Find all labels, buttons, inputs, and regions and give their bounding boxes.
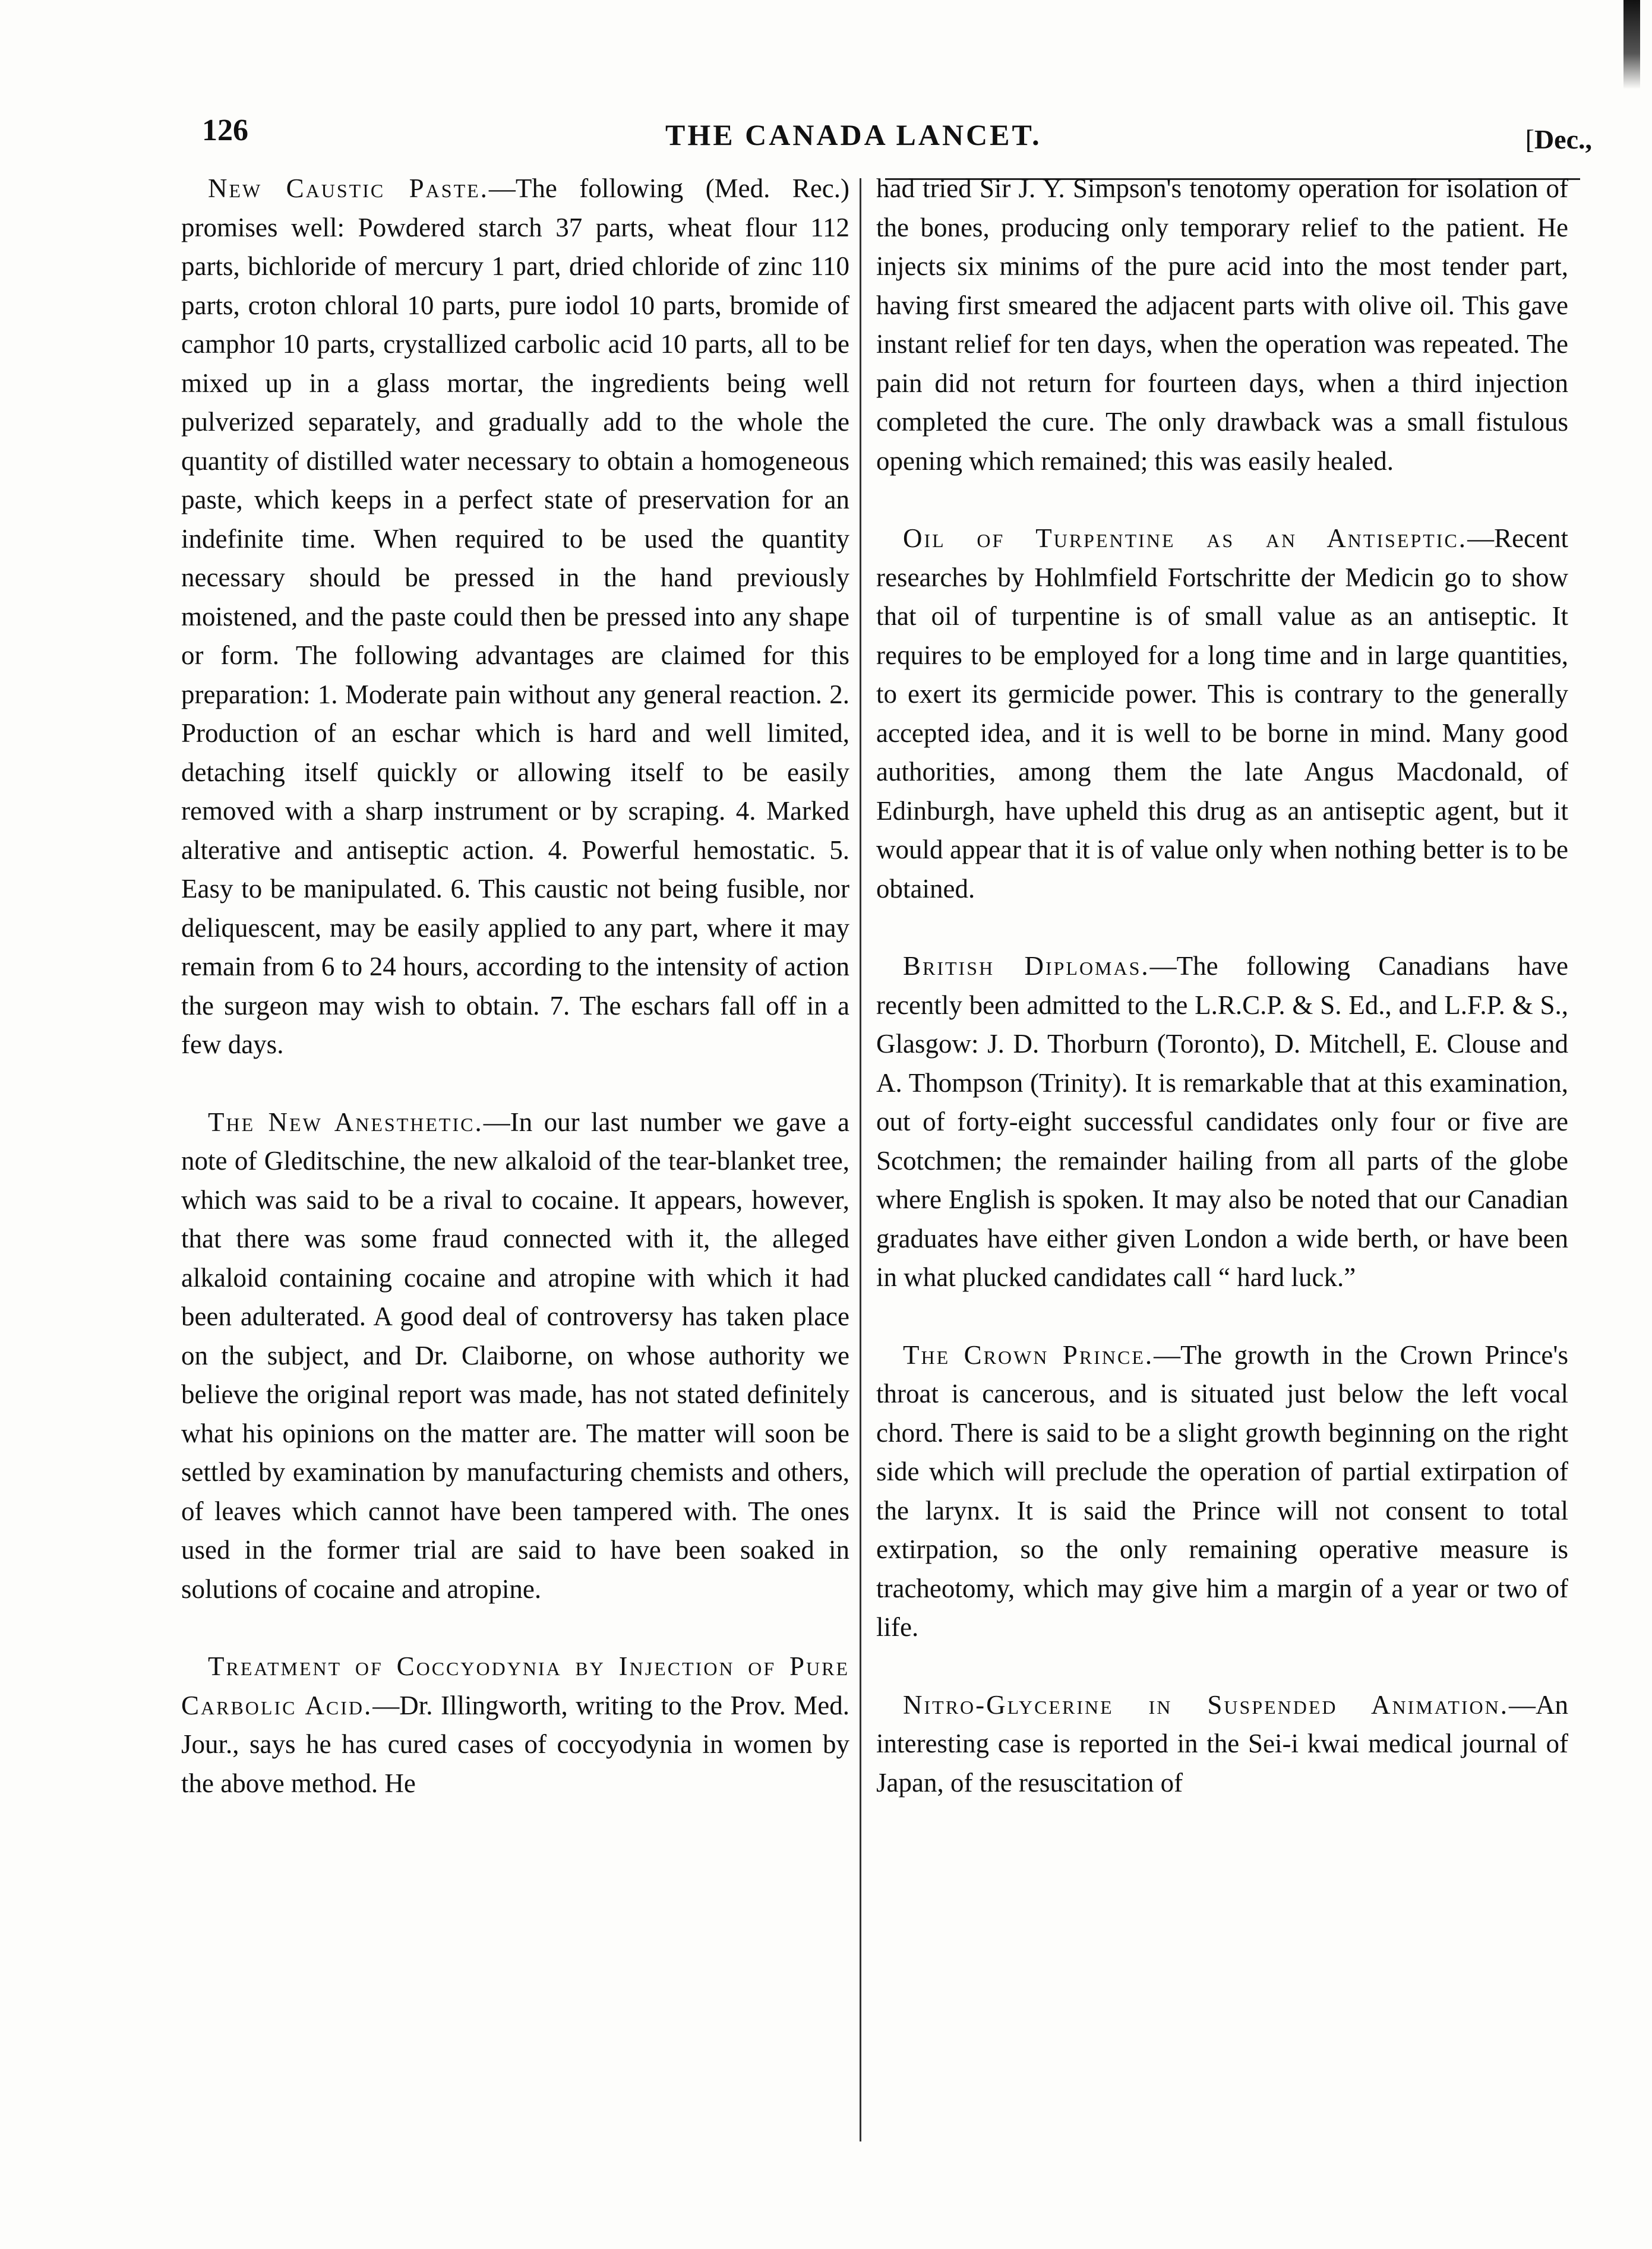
article-new-anesthetic (181, 1103, 849, 1609)
article-heading: Oil of Turpentine as an Antiseptic. (903, 523, 1468, 553)
journal-title: THE CANADA LANCET. (665, 118, 1042, 151)
article-heading: New Caustic Paste. (208, 173, 489, 203)
running-head (202, 113, 1592, 160)
article-body: had tried Sir J. Y. Simpson's tenotomy operation for isolation of the bones, producing only temporary relief to the patient. He injects six minims of the pure acid into the most tender part, having first smeared the adjacent parts with olive oil. This gave instant relief for ten days, when the operation was repeated. The pain did not return for fourteen days, when a third injection completed the cure. The only drawback was a small fistulous opening which remained; this was easily healed. (876, 173, 1568, 476)
article-body: —The growth in the Crown Prince's throat is cancerous, and is situated just below the left vocal chord. There is said to be a slight growth beginning on the right side which will preclude the operation of partial extirpation of the larynx. It is said the Prince will not consent to total extirpation, so the only remaining operative measure is tracheotomy, which may give him a margin of a year or two of life. (876, 1340, 1568, 1642)
article-coccyodynia-continued (876, 169, 1568, 481)
left-column (181, 169, 849, 1841)
article-heading: Treatment of Coccyodynia by Injection of Pure Carbolic Acid. (181, 1651, 849, 1720)
article-heading: The New Anesthetic. (208, 1107, 484, 1137)
issue-month: [ Dec., (1525, 124, 1592, 155)
article-body: —An interesting case is reported in the Sei-i kwai medical journal of Japan, of the resuscitation of (876, 1689, 1568, 1798)
article-body: —In our last number we gave a note of Gleditschine, the new alkaloid of the tear-blanket tree, which was said to be a rival to cocaine. It appears, however, that there was some fraud connected with it, the alleged alkaloid containing cocaine and atropine with which it had been adulterated. A good deal of controversy has taken place on the subject, and Dr. Claiborne, on whose authority we believe the original report was made, has not stated definitely what his opinions on the matter are. The matter will soon be settled by examination by manufacturing chemists and others, of leaves which cannot have been tampered with. The ones used in the former trial are said to have been soaked in solutions of cocaine and atropine. (181, 1107, 850, 1604)
article-heading: The Crown Prince. (903, 1340, 1154, 1370)
page-number: 126 (202, 113, 248, 147)
page-edge-mark (1623, 0, 1640, 89)
article-heading: Nitro-Glycerine in Suspended Animation. (903, 1689, 1509, 1720)
article-crown-prince (876, 1336, 1568, 1647)
article-heading: British Diplomas. (903, 951, 1150, 981)
article-new-caustic-paste (181, 169, 849, 1065)
column-divider (860, 178, 861, 2141)
article-body: —The following (Med. Rec.) promises well: Powdered starch 37 parts, wheat flour 112 parts, bichloride of mercury 1 part, dried chloride of zinc 110 parts, croton chloral 10 parts, pure iodol 10 parts, bromide of camphor 10 parts, crystallized carbolic acid 10 parts, all to be mixed up in a glass mortar, the ingredients being well pulverized separately, and gradually add to the whole the quantity of distilled water necessary to obtain a homogeneous paste, which keeps in a perfect state of preservation for an indefinite time. When required to be used the quantity necessary should be pressed in the hand previously moistened, and the paste could then be pressed into any shape or form. The following advantages are claimed for this preparation: 1. Moderate pain without any general reaction. 2. Production of an eschar which is hard and well limited, detaching itself quickly or allowing itself to be easily removed with a sharp instrument or by scraping. 4. Marked alterative and antiseptic action. 4. Powerful hemostatic. 5. Easy to be manipulated. 6. This caustic not being fusible, nor deliquescent, may be easily applied to any part, where it may remain from 6 to 24 hours, according to the intensity of action the surgeon may wish to obtain. 7. The eschars fall off in a few days. (181, 173, 849, 1059)
right-column (876, 169, 1568, 1841)
article-body: —Recent researches by Hohlmfield Fortschritte der Medicin go to show that oil of turpentine is of small value as an antiseptic. It requires to be employed for a long time and in large quantities, to exert its germicide power. This is contrary to the generally accepted idea, and it is well to be borne in mind. Many good authorities, among them the late Angus Macdonald, of Edinburgh, have upheld this drug as an antiseptic agent, but it would appear that it is of value only when nothing better is to be obtained. (876, 523, 1568, 904)
article-oil-of-turpentine (876, 519, 1568, 908)
article-body: —The following Canadians have recently been admitted to the L.R.C.P. & S. Ed., and L.F.P. & S., Glasgow: J. D. Thorburn (Toronto), D. Mitchell, E. Clouse and A. Thompson (Trinity). It is remarkable that at this examination, out of forty-eight successful candidates only four or five are Scotchmen; the remainder hailing from all parts of the globe where English is spoken. It may also be noted that our Canadian graduates have either given London a wide berth, or have been in what plucked candidates call “ hard luck.” (876, 951, 1568, 1292)
article-coccyodynia (181, 1647, 849, 1803)
article-body: —Dr. Illingworth, writing to the Prov. Med. Jour., says he has cured cases of coccyodynia in women by the above method. He (181, 1690, 849, 1798)
article-british-diplomas (876, 947, 1568, 1297)
article-nitro-glycerine (876, 1686, 1568, 1803)
